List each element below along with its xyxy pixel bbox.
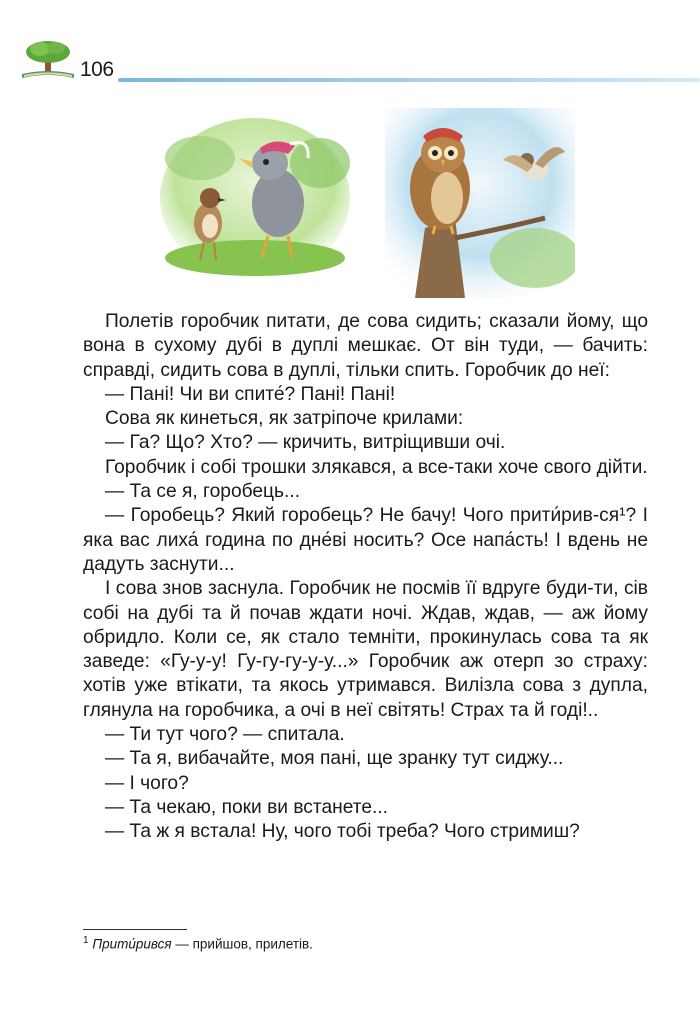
footnote-marker: 1 — [83, 935, 89, 946]
footnote-definition: — прийшов, прилетів. — [171, 936, 313, 952]
header-rule — [118, 78, 700, 82]
paragraph: І сова знов заснула. Горобчик не посмів її вдруге буди-ти, сів собі на дубі та й почав ждати ночі. Ждав, ждав, — аж йому обридло. Коли се, як стало темніти, прокинулась сова та як заведе: «Гу-у-у! Гу-гу-гу-у-у...» Горобчик аж отерп зо страху: хотів уже втікати, та якось утримався. Вилізла сова з дупла, глянула на горобчика, а очі в неї світять! Страх та й годі!.. — [83, 578, 648, 721]
paragraph: Сова як кинеться, як затріпоче крилами: — [105, 408, 464, 430]
dialogue-line: — Ти тут чого? — спитала. — [105, 724, 345, 746]
tree-book-icon — [18, 38, 78, 82]
dialogue-line: — Горобець? Який горобець? Не бачу! Чого прити́рив-ся¹? І яка вас лиха́ година по дне́ві носить? Осе напа́сть! І вдень не дадуть заснути... — [83, 505, 648, 575]
dialogue-line: — Та се я, горобець... — [105, 481, 301, 503]
paragraph: Полетів горобчик питати, де сова сидить; сказали йому, що вона в сухому дубі в дуплі мешкає. От він туди, — бачить: справді, сидить сова в дуплі, тільки спить. Горобчик до неї: — [83, 311, 648, 381]
dialogue-line: — Пані! Чи ви спите́? Пані! Пані! — [105, 383, 396, 405]
dialogue-line: — Та ж я встала! Ну, чого тобі треба? Чого стримиш? — [105, 821, 580, 843]
page-header — [18, 38, 700, 86]
dialogue-line: — І чого? — [105, 772, 189, 794]
footnote — [83, 935, 313, 952]
footnote-rule — [83, 929, 187, 930]
owl-and-sparrow-illustration — [385, 108, 575, 298]
dialogue-line: — Га? Що? Хто? — кричить, витріщивши очі. — [105, 432, 506, 454]
dialogue-line: — Та чекаю, поки ви встанете... — [105, 796, 389, 818]
page-number: 106 — [80, 58, 114, 81]
dialogue-line: — Та я, вибачайте, моя пані, ще зранку тут сиджу... — [105, 748, 564, 770]
story-text — [83, 310, 648, 845]
footnote-term: Прити́рився — [92, 936, 172, 952]
sparrow-and-crow-illustration — [160, 118, 350, 278]
paragraph: Горобчик і собі трошки злякався, а все-таки хоче свого дійти. — [105, 456, 648, 478]
